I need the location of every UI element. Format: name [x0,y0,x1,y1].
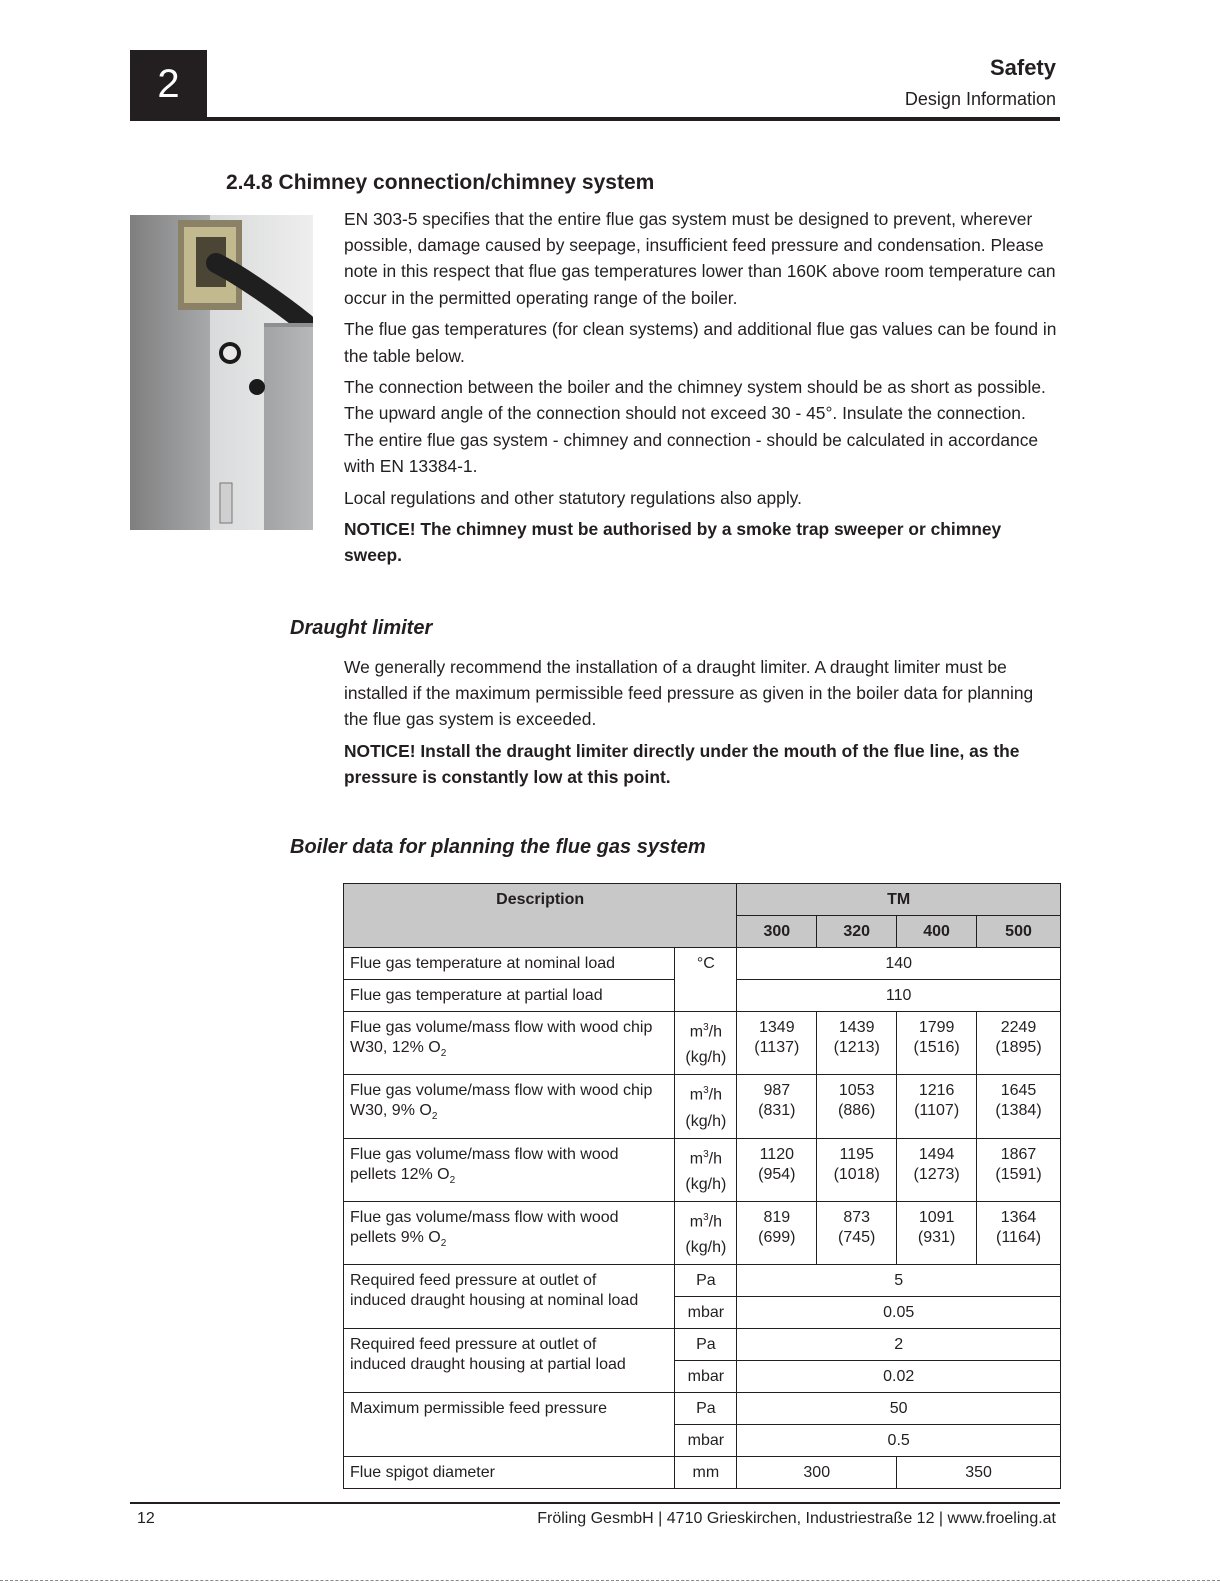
cell-value: 1349 (1137) [737,1012,817,1075]
cell-value: 0.05 [737,1297,1061,1329]
table-header-row [344,884,1061,916]
column-header-tm: TM [737,884,1061,916]
cell-value: 1364 (1164) [977,1201,1061,1264]
column-header-model: 320 [817,916,897,948]
cell-value: 110 [737,980,1061,1012]
row-unit: mbar [675,1361,737,1393]
row-unit: mm [675,1457,737,1489]
table-row [344,1012,1061,1075]
table-row [344,1393,1061,1425]
table-row [344,1457,1061,1489]
row-unit: Pa [675,1393,737,1425]
row-label: Flue gas volume/mass flow with wood pellets 9% $O_2$ [344,1201,675,1264]
row-unit: mbar [675,1425,737,1457]
boiler-data-title: Boiler data for planning the flue gas system [290,836,706,858]
row-unit: Pa [675,1265,737,1297]
footer-rule [130,1502,1060,1504]
cell-value: 350 [897,1457,1061,1489]
cell-value: 873 (745) [817,1201,897,1264]
row-unit: mbar [675,1297,737,1329]
cell-value: 140 [737,948,1061,980]
paragraph: Local regulations and other statutory regulations also apply. [344,487,802,508]
boiler-data-table [343,883,1061,1489]
header-rule [130,117,1060,121]
notice-draught-limiter: NOTICE! Install the draught limiter directly under the mouth of the flue line, as the pressure is constantly low at this point. [344,741,1020,788]
paragraph: EN 303-5 specifies that the entire flue gas system must be designed to prevent, wherever possible, damage caused by seepage, insufficient feed pressure and condensation. Please note in this respect that flue gas temperatures lower than 160K above room temperature can occur in the permitted operating range of the boiler. [344,209,1056,308]
cell-value: 1216 (1107) [897,1075,977,1138]
table-row [344,948,1061,980]
chimney-connection-illustration [130,215,313,530]
column-header-model: 500 [977,916,1061,948]
row-unit: $m^3/h$ (kg/h) [675,1138,737,1201]
row-label: Flue gas temperature at nominal load [344,948,675,980]
row-unit: °C [675,948,737,1012]
table-row [344,1201,1061,1264]
row-label: Required feed pressure at outlet of induced draught housing at nominal load [344,1265,675,1329]
cell-value: 1195 (1018) [817,1138,897,1201]
cell-value: 300 [737,1457,897,1489]
column-header-description: Description [344,884,737,948]
section-body [344,206,1060,574]
cell-value: 1645 (1384) [977,1075,1061,1138]
cell-value: 1867 (1591) [977,1138,1061,1201]
cell-value: 1439 (1213) [817,1012,897,1075]
row-unit: $m^3/h$ (kg/h) [675,1201,737,1264]
section-title: 2.4.8 Chimney connection/chimney system [226,171,655,194]
row-label: Flue gas volume/mass flow with wood pellets 12% $O_2$ [344,1138,675,1201]
row-label: Flue gas volume/mass flow with wood chip W30, 12% $O_2$ [344,1012,675,1075]
cell-value: 2249 (1895) [977,1012,1061,1075]
table-row [344,1265,1061,1297]
cell-value: 2 [737,1329,1061,1361]
row-unit: $m^3/h$ (kg/h) [675,1012,737,1075]
cell-value: 987 (831) [737,1075,817,1138]
paragraph: The flue gas temperatures (for clean systems) and additional flue gas values can be found in the table below. [344,319,1057,366]
cell-value: 0.02 [737,1361,1061,1393]
paragraph: The connection between the boiler and the chimney system should be as short as possible. The upward angle of the connection should not exceed 30 - 45°. Insulate the connection. The entire flue gas system - chimney and connection - should be calculated in accordance with EN 13384-1. [344,377,1046,476]
header-title: Safety [989,55,1056,80]
page-number: 12 [137,1510,155,1527]
paragraph: We generally recommend the installation of a draught limiter. A draught limiter must be installed if the maximum permissible feed pressure as given in the boiler data for planning the flue gas system is exceeded. [344,657,1034,730]
table-row [344,1329,1061,1361]
row-label: Flue gas volume/mass flow with wood chip W30, 9% $O_2$ [344,1075,675,1138]
row-label: Flue spigot diameter [344,1457,675,1489]
draught-limiter-body [344,654,1060,796]
footer-company: Fröling GesmbH | 4710 Grieskirchen, Industriestraße 12 | www.froeling.at [537,1510,1056,1527]
cell-value: 819 (699) [737,1201,817,1264]
cell-value: 1053 (886) [817,1075,897,1138]
row-unit: Pa [675,1329,737,1361]
draught-limiter-title: Draught limiter [290,617,433,639]
row-label: Required feed pressure at outlet of induced draught housing at partial load [344,1329,675,1393]
cell-value: 5 [737,1265,1061,1297]
notice-chimney: NOTICE! The chimney must be authorised by a smoke trap sweeper or chimney sweep. [344,519,1002,566]
cell-value: 1120 (954) [737,1138,817,1201]
row-label: Maximum permissible feed pressure [344,1393,675,1457]
header-subtitle: Design Information [904,89,1056,109]
column-header-model: 300 [737,916,817,948]
table-row [344,1075,1061,1138]
cell-value: 0.5 [737,1425,1061,1457]
cell-value: 1091 (931) [897,1201,977,1264]
page-edge-divider [0,1580,1220,1581]
row-label: Flue gas temperature at partial load [344,980,675,1012]
cell-value: 50 [737,1393,1061,1425]
cell-value: 1494 (1273) [897,1138,977,1201]
row-unit: $m^3/h$ (kg/h) [675,1075,737,1138]
chapter-number: 2 [130,50,207,119]
column-header-model: 400 [897,916,977,948]
cell-value: 1799 (1516) [897,1012,977,1075]
table-row [344,1138,1061,1201]
